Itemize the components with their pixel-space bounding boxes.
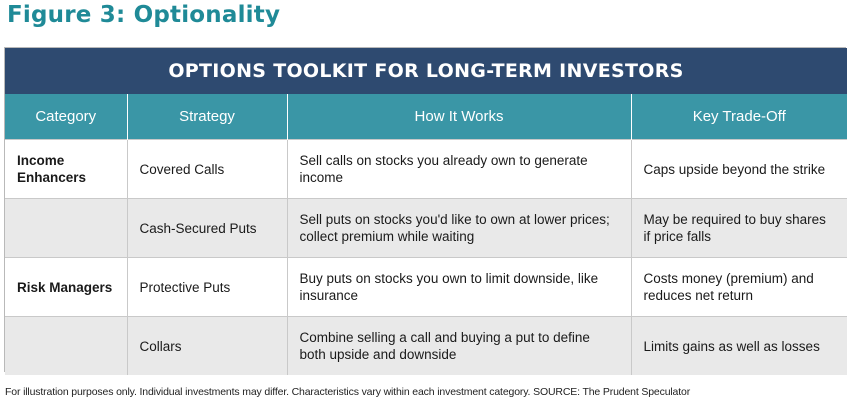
row-category — [5, 199, 127, 258]
row-category — [5, 317, 127, 376]
footnote: For illustration purposes only. Individual investments may differ. Characteristics vary within each investment category. SOURCE: The Prudent Speculator — [5, 386, 691, 398]
table-row — [5, 199, 847, 258]
row-strategy: Protective Puts — [127, 258, 287, 317]
figure-title: Figure 3: Optionality — [7, 2, 281, 28]
row-how-it-works: Combine selling a call and buying a put to define both upside and downside — [287, 317, 631, 376]
header-strategy: Strategy — [127, 94, 287, 140]
table-banner: OPTIONS TOOLKIT FOR LONG-TERM INVESTORS — [5, 48, 847, 94]
table-row — [5, 258, 847, 317]
row-trade-off: Limits gains as well as losses — [631, 317, 847, 376]
row-how-it-works: Buy puts on stocks you own to limit downside, like insurance — [287, 258, 631, 317]
row-strategy: Covered Calls — [127, 140, 287, 199]
options-toolkit-table — [4, 47, 846, 372]
table — [5, 48, 847, 375]
row-trade-off: May be required to buy shares if price falls — [631, 199, 847, 258]
header-row — [5, 94, 847, 140]
header-how-it-works: How It Works — [287, 94, 631, 140]
row-how-it-works: Sell puts on stocks you'd like to own at lower prices; collect premium while waiting — [287, 199, 631, 258]
row-strategy: Collars — [127, 317, 287, 376]
row-trade-off: Costs money (premium) and reduces net return — [631, 258, 847, 317]
table-row — [5, 317, 847, 376]
row-trade-off: Caps upside beyond the strike — [631, 140, 847, 199]
row-strategy: Cash-Secured Puts — [127, 199, 287, 258]
row-how-it-works: Sell calls on stocks you already own to generate income — [287, 140, 631, 199]
table-row — [5, 140, 847, 199]
row-category: Risk Managers — [5, 258, 127, 317]
row-category: Income Enhancers — [5, 140, 127, 199]
header-key-trade-off: Key Trade-Off — [631, 94, 847, 140]
header-category: Category — [5, 94, 127, 140]
